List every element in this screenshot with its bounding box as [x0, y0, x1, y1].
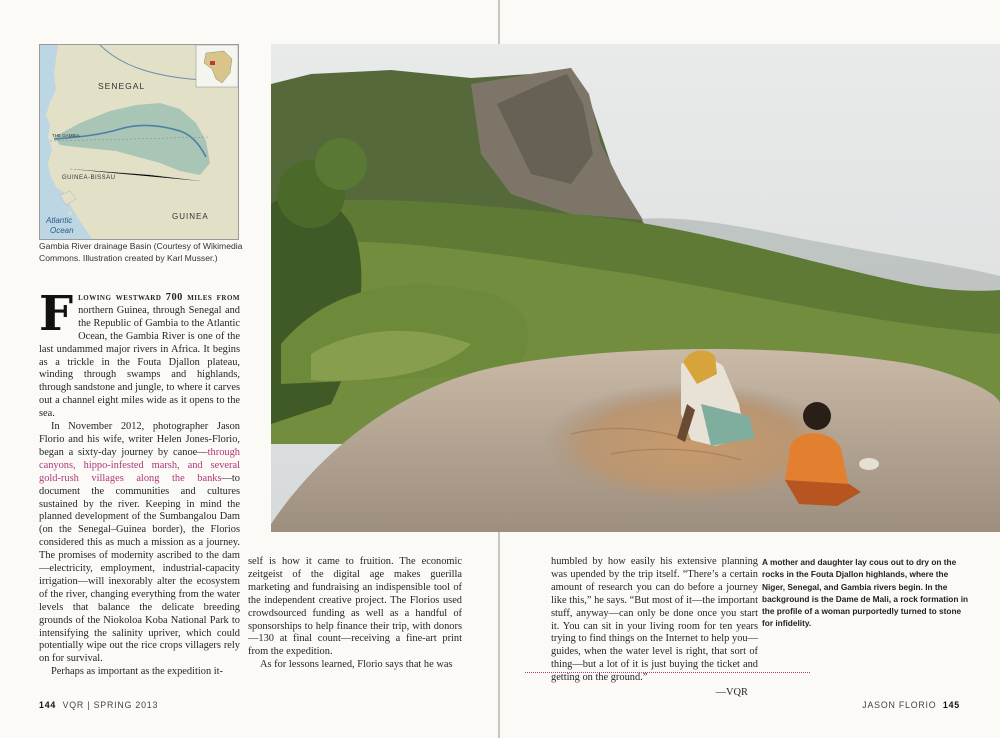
- photo-graphic: [271, 44, 1000, 532]
- page-number-right: 145: [942, 700, 960, 710]
- page-number-left: 144: [39, 700, 57, 710]
- map-graphic: [40, 45, 238, 239]
- paragraph-4: self is how it came to fruition. The economic zeitgeist of the digital age makes guerilla marketing and fundraising an indispensible tool of the independent creative project. The Florios used crowdsourced funding as well as a handful of sponsorships to help finance their trip, with donors—130 at final count—receiving a fine-art print from the expedition.: [248, 556, 462, 658]
- label-ocean: Ocean: [50, 226, 74, 235]
- paragraph-6: humbled by how easily his extensive planning was upended by the trip itself. “There’s a certain amount of research you can do before a journey like this,” he says. “But most of it—the important stuff, anyway—can only be done once you start it. You can sit in your living room for ten years trying to find things on the Internet to help you—guides, when the water level is right, that sort of thing—but a lot of it is just buying the ticket and getting on the ground.”: [551, 556, 758, 684]
- drop-cap: F: [39, 286, 74, 342]
- label-guinea: GUINEA: [172, 212, 209, 221]
- paragraph-2-start: In November 2012, photographer Jason Florio and his wife, writer Helen Jones-Florio, began a sixty-day journey by canoe—: [39, 421, 240, 458]
- label-atlantic: Atlantic: [46, 216, 73, 225]
- gambia-basin-map: [39, 44, 239, 240]
- paragraph-1: northern Guinea, through Senegal and the Republic of Gambia to the Atlantic Ocean, the Gambia River is one of the last undammed major rivers in Africa. It begins as a trickle in the Fouta Djallon plateau, winding through swamps and highlands, through sandstone and jungle, to where it carves out a channel eight miles wide as it opens to the sea.: [39, 304, 240, 420]
- paragraph-5: As for lessons learned, Florio says that he was: [260, 659, 453, 671]
- folio-left: [39, 700, 158, 710]
- article-column-2: [248, 556, 462, 672]
- label-the-gambia: THE GAMBIA: [52, 133, 80, 138]
- folio-right: [862, 700, 960, 710]
- folio-right-text: JASON FLORIO: [862, 700, 937, 710]
- paragraph-2-end: —to document the communities and cultures sustained by the river. Keeping in mind the planned development of the Sumbangalou Dam (on the Senegal–Guinea border), the Florios considered this as much a mission as a journey. The promises of modernity ascribed to the dam—electricity, employment, industrial-capacity irrigation—will inexorably alter the ecosystem of the river, changing everything from the water levels that balance the delicate breeding grounds of the Niokoloa Koba National Park to intensifying the salinity upriver, which could potentially wipe out the rice crops villagers rely on for survival.: [39, 472, 240, 665]
- article-column-1: [39, 286, 240, 679]
- inline-link[interactable]: through canyons, hippo-infested marsh, and several gold-rush villages along the banks: [39, 446, 240, 484]
- paragraph-3-start: Perhaps as important as the expedition it-: [51, 666, 223, 678]
- map-caption: Gambia River drainage Basin (Courtesy of Wikimedia Commons. Illustration created by Karl Musser.): [39, 241, 243, 263]
- article-column-3: [551, 556, 758, 700]
- label-guinea-bissau: GUINEA-BISSAU: [62, 175, 116, 181]
- landscape-photo: [271, 44, 1000, 532]
- photo-caption: A mother and daughter lay cous out to dry on the rocks in the Fouta Djallon highlands, where the Niger, Senegal, and Gambia rivers begin. In the background is the Dame de Mali, a rock formation in the profile of a woman purportedly turned to stone for infidelity.: [762, 557, 969, 629]
- lead-in: lowing westward 700 miles from: [78, 292, 240, 303]
- dotted-rule: [525, 672, 810, 673]
- label-senegal: SENEGAL: [98, 81, 146, 91]
- folio-left-text: VQR | SPRING 2013: [62, 700, 159, 710]
- signature: —VQR: [715, 687, 748, 699]
